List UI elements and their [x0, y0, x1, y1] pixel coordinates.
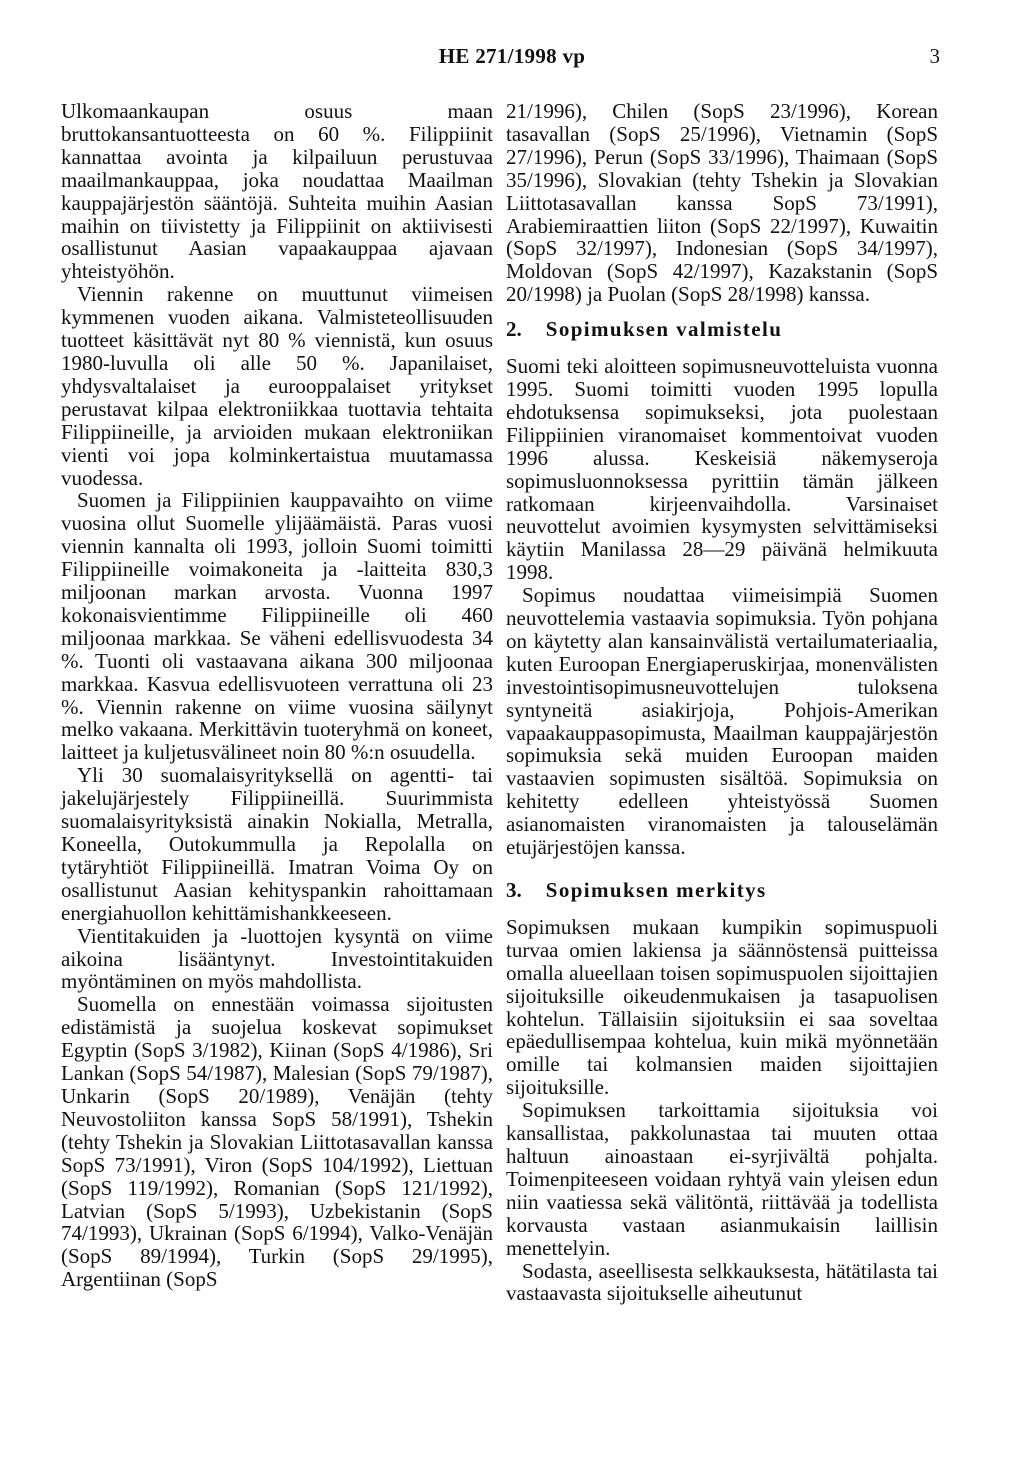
paragraph-agreement-basis: Sopimus noudattaa viimeisimpiä Suomen neuvottelemia vastaavia sopimuksia. Työn pohjana on käytetty alan kansainvälistä vertailumateriaalia, kuten Euroopan Energiaperuskirjaa, monenvälisten investointisopimusneuvottelujen tuloksena syntyneitä asiakirjoja, Pohjois-Amerikan vapaakauppasopimusta, Maailman kauppajärjestön sopimuksia sekä muiden Euroopan maiden vastaavien sopimusten sisältöä. Sopimuksia on kehitetty edelleen yhteistyössä Suomen asianomaisten viranomaisten ja talouselämän etujärjestöjen kanssa.: [506, 583, 938, 860]
section-number: 3.: [506, 878, 522, 902]
paragraph-fair-treatment: Sopimuksen mukaan kumpikin sopimuspuoli turvaa omien lakiensa ja säännöstensä puitteissa omalla alueellaan toisen sopimuspuolen sijoittajien sijoituksille oikeudenmukaisen ja tasapuolisen kohtelun. Tällaisiin sijoituksiin ei saa soveltaa epäedullisempaa kohtelua, kuin mikä myönnetään omille tai kolmansien maiden sijoittajien sijoituksille.: [506, 914, 938, 1100]
section-title: Sopimuksen merkitys: [545, 878, 767, 902]
paragraph-export-structure: Viennin rakenne on muuttunut viimeisen kymmenen vuoden aikana. Valmisteteollisuuden tuotteet käsittävät nyt 80 % viennistä, kun osuus 1980-luvulla oli alle 50 %. Japanilaiset, yhdysvaltalaiset ja eurooppalaiset yritykset perustavat kilpaa elektroniikkaa tuottavia tehtaita Filippiineille, ja arvioiden mukaan elektroniikan vienti voi jopa kolminkertaistua muutamassa vuodessa.: [61, 282, 493, 490]
paragraph-existing-agreements: Suomella on ennestään voimassa sijoitusten edistämistä ja suojelua koskevat sopimukset Egyptin (SopS 3/1982), Kiinan (SopS 4/1986), Sri Lankan (SopS 54/1987), Malesian (SopS 79/1987), Unkarin (SopS 20/1989), Venäjän (tehty Neuvostoliiton kanssa SopS 58/1991), Tshekin (tehty Tshekin ja Slovakian Liittotasavallan kanssa SopS 73/1991), Viron (SopS 104/1992), Liettuan (SopS 119/1992), Romanian (SopS 121/1992), Latvian (SopS 5/1993), Uzbekistanin (SopS 74/1993), Ukrainan (SopS 6/1994), Valko-Venäjän (SopS 89/1994), Turkin (SopS 29/1995), Argentiinan (SopS: [61, 992, 493, 1292]
paragraph-war-losses: Sodasta, aseellisesta selkkauksesta, hätätilasta tai vastaavasta sijoitukselle aiheutunut: [506, 1258, 938, 1306]
paragraph-foreign-trade: Ulkomaankaupan osuus maan bruttokansantuotteesta on 60 %. Filippiinit kannattaa avointa ja kilpailuun perustuvaa maailmankauppaa, joka noudattaa Maailman kauppajärjestön sääntöjä. Suhteita muihin Aasian maihin on tiivistetty ja Filippiinit on aktiivisesti osallistunut Aasian vapaakauppaa ajavaan yhteistyöhön.: [61, 99, 493, 284]
section-number: 2.: [506, 317, 522, 342]
paragraph-expropriation: Sopimuksen tarkoittamia sijoituksia voi kansallistaa, pakkolunastaa tai muuten ottaa haltuun ainoastaan ei-syrjivältä pohjalta. Toimenpiteeseen voidaan ryhtyä vain yleisen edun niin vaatiessa sekä välitöntä, riittävää ja todellista korvausta vastaan asianmukaisin laillisin menettelyin.: [506, 1098, 938, 1260]
document-id-title: HE 271/1998 vp: [438, 44, 586, 68]
paragraph-agreements-continued: 21/1996), Chilen (SopS 23/1996), Korean tasavallan (SopS 25/1996), Vietnamin (SopS 27/1996), Perun (SopS 33/1996), Thaimaan (SopS 35/1996), Slovakian (tehty Tshekin ja Slovakian Liittotasavallan kanssa SopS 73/1991), Arabiemiraattien liiton (SopS 22/1997), Kuwaitin (SopS 32/1997), Indonesian (SopS 34/1997), Moldovan (SopS 42/1997), Kazakstanin (SopS 20/1998) ja Puolan (SopS 28/1998) kanssa.: [506, 99, 938, 307]
section-title: Sopimuksen valmistelu: [545, 317, 783, 342]
paragraph-finnish-companies: Yli 30 suomalaisyrityksellä on agentti- tai jakelujärjestely Filippiineillä. Suurimmista suomalaisyrityksistä ainakin Nokialla, Metralla, Koneella, Outokummulla ja Repolalla on tytäryhtiöt Filippiineillä. Imatran Voima Oy on osallistunut Aasian kehityspankin rahoittamaan energiahuollon kehittämishankkeeseen.: [61, 763, 493, 925]
left-column: [61, 100, 493, 1291]
section-heading-significance: [506, 879, 938, 902]
right-column: [506, 100, 938, 1305]
paragraph-export-guarantees: Vientitakuiden ja -luottojen kysyntä on viime aikoina lisääntynyt. Investointitakuiden myöntäminen on myös mahdollista.: [61, 923, 493, 994]
section-heading-preparation: [506, 318, 938, 341]
page-number: 3: [929, 44, 940, 68]
paragraph-trade-exchange: Suomen ja Filippiinien kauppavaihto on viime vuosina ollut Suomelle ylijäämäistä. Paras vuosi viennin kannalta oli 1993, jolloin Suomi toimitti Filippiineille voimakoneita ja -laitteita 830,3 miljoonan markan arvosta. Vuonna 1997 kokonaisvientimme Filippiineille oli 460 miljoonaa markkaa. Se väheni edellisvuodesta 34 %. Tuonti oli vastaavana aikana 300 miljoonaa markkaa. Kasvua edellisvuoteen verrattuna oli 23 %. Viennin rakenne on viime vuosina säilynyt melko vakaana. Merkittävin tuoteryhmä on koneet, laitteet ja kuljetusvälineet noin 80 %:n osuudella.: [61, 488, 493, 765]
paragraph-negotiations: Suomi teki aloitteen sopimusneuvotteluista vuonna 1995. Suomi toimitti vuoden 1995 lopulla ehdotuksensa sopimukseksi, jota puolestaan Filippiinien viranomaiset kommentoivat vuoden 1996 alussa. Keskeisiä näkemyseroja sopimusluonnoksessa pyrittiin tämän jälkeen ratkomaan kirjeenvaihdolla. Varsinaiset neuvottelut avoimien kysymysten selvittämiseksi käytiin Manilassa 28—29 päivänä helmikuuta 1998.: [506, 354, 938, 585]
page-header: [0, 44, 1024, 74]
